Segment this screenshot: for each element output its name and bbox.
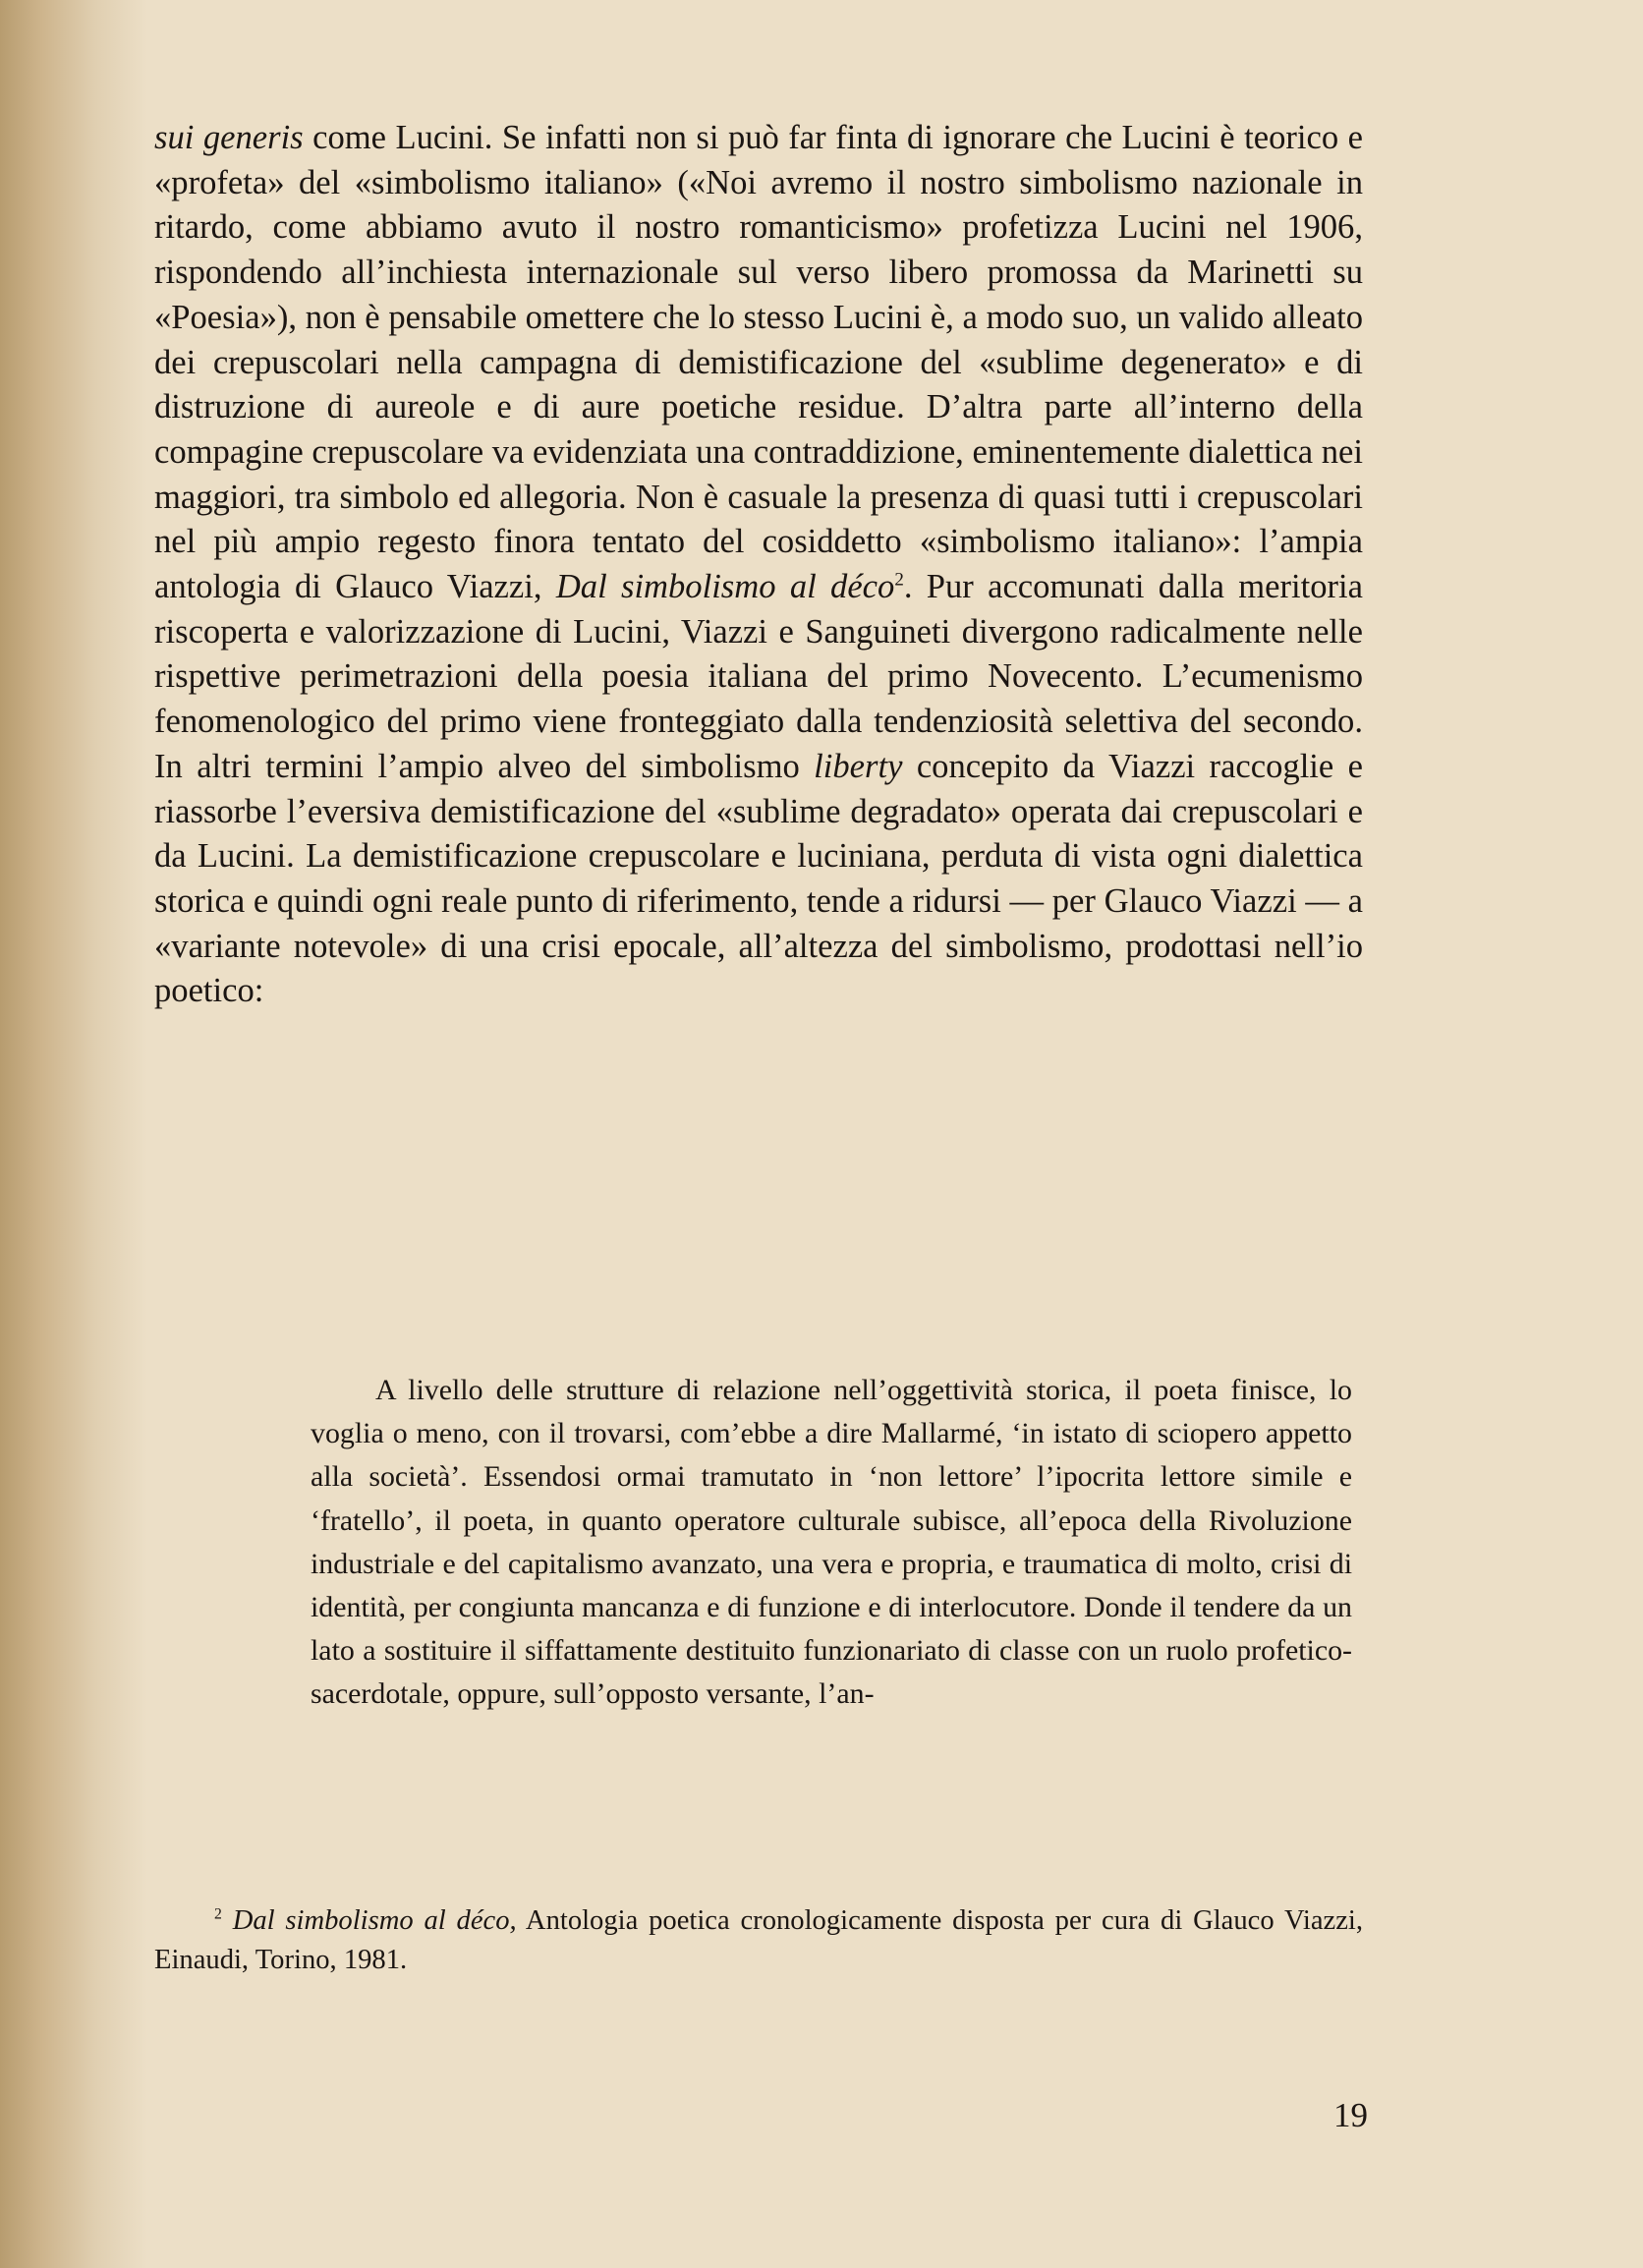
footnote-reference: 2 [894,569,904,591]
body-text-end: concepito da Viazzi raccoglie e riassorbe l’eversiva demistificazione del «sublime degradato» operata dai crepuscolari e da Lucini. La demistificazione crepuscolare e luciniana, perduta di vista ogni dialettica storica e quindi ogni reale punto di riferimento, tende a ridursi — per Glauco Viazzi — a «variante notevole» di una crisi epocale, all’altezza del simbolismo, prodottasi nell’io poetico: [154,747,1363,1010]
footnote-number: 2 [214,1905,222,1923]
main-text-block [154,116,1363,1014]
binding-shadow [0,0,147,2268]
italic-phrase-sui-generis: sui generis [154,119,304,156]
italic-anthology-title: Dal simbolismo al déco [555,568,895,606]
page-number: 19 [1333,2096,1368,2134]
italic-word-liberty: liberty [814,747,903,785]
block-quote: A livello delle strutture di relazione nell’oggettività storica, il poeta finisce, lo voglia o meno, con il trovarsi, com’ebbe a dire Mallarmé, ‘in istato di sciopero appetto alla società’. Essendosi ormai tramutato in ‘non lettore’ l’ipocrita lettore simile e ‘fratello’, il poeta, in quanto operatore culturale subisce, all’epoca della Rivoluzione industriale e del capitalismo avanzato, una vera e propria, e traumatica di molto, crisi di identità, per congiunta mancanza e di funzione e di interlocutore. Donde il tendere da un lato a sostituire il siffattamente destituito funzionariato di classe con un ruolo profetico-sacerdotale, oppure, sull’opposto versante, l’an- [311,1374,1352,1711]
footnote [154,1901,1363,1980]
body-text-middle: . Pur accomunati dalla meritoria riscoperta e valorizzazione di Lucini, Viazzi e Sanguineti divergono radicalmente nelle rispettive perimetrazioni della poesia italiana del primo Novecento. L’ecumenismo fenomenologico del primo viene fronteggiato dalla tendenziosità selettiva del secondo. In altri termini l’ampio alveo del simbolismo [154,568,1364,785]
footnote-text: Antologia poetica cronologicamente disposta per cura di Glauco Viazzi, Einaudi, Torino, 1981. [154,1905,1363,1975]
body-paragraph [154,116,1363,1014]
footnote-title: Dal simbolismo al déco, [232,1905,517,1936]
body-text-intro: come Lucini. Se infatti non si può far finta di ignorare che Lucini è teorico e «profeta» del «simbolismo italiano» («Noi avremo il nostro simbolismo nazionale in ritardo, come abbiamo avuto il nostro romanticismo» profetizza Lucini nel 1906, rispondendo all’inchiesta internazionale sul verso libero promossa da Marinetti su «Poesia»), non è pensabile omettere che lo stesso Lucini è, a modo suo, un valido alleato dei crepuscolari nella campagna di demistificazione del «sublime degenerato» e di distruzione di aureole e di aure poetiche residue. D’altra parte all’interno della compagine crepuscolare va evidenziata una contraddizione, eminentemente dialettica nei maggiori, tra simbolo ed allegoria. Non è casuale la presenza di quasi tutti i crepuscolari nel più ampio regesto finora tentato del cosiddetto «simbolismo italiano»: l’ampia antologia di Glauco Viazzi, [154,119,1363,606]
